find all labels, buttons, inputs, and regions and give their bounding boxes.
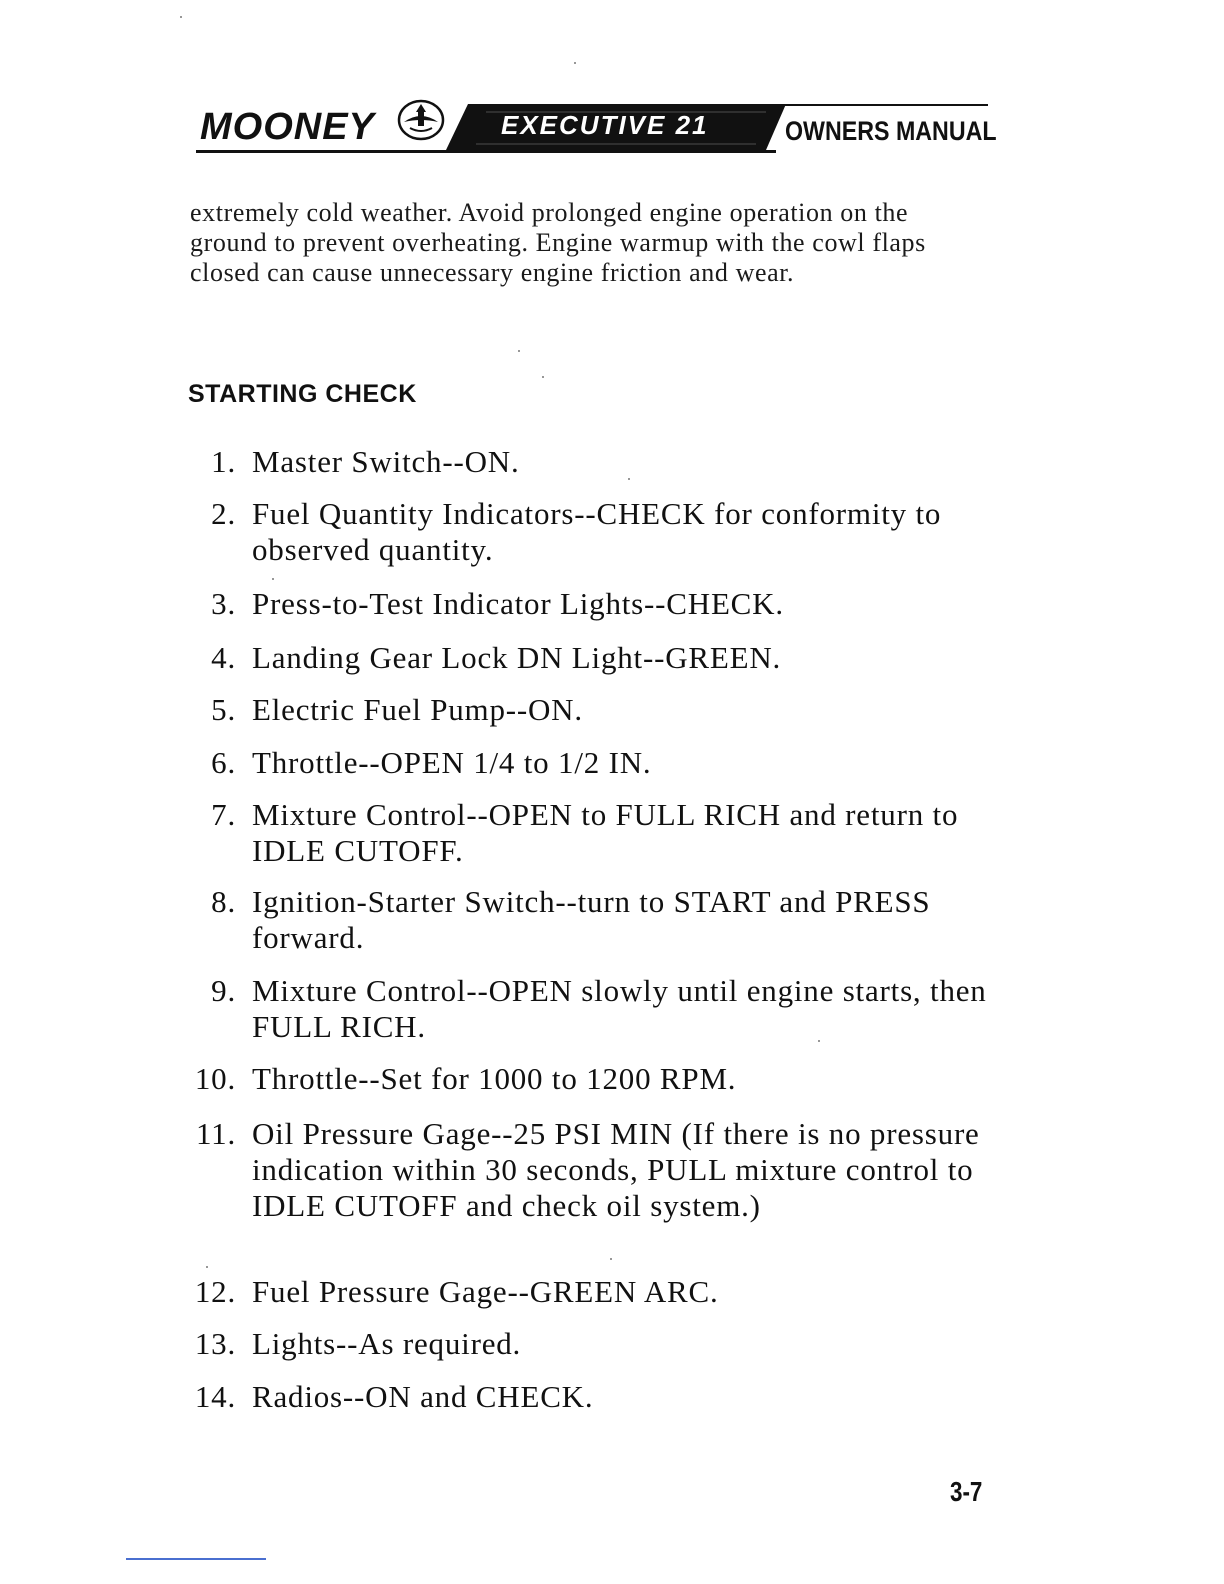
scan-speck [518, 350, 520, 352]
item-text: Oil Pressure Gage--25 PSI MIN (If there is no pressure indication within 30 seconds, PULL mixture control to IDLE CUTOFF and check oil system.) [252, 1116, 980, 1223]
item-text: Master Switch--ON. [252, 444, 520, 479]
scan-speck [818, 1040, 820, 1042]
item-number: 12. [194, 1274, 236, 1309]
intro-paragraph: extremely cold weather. Avoid prolonged engine operation on the ground to prevent overheating. Engine warmup with the cowl flaps closed can cause unnecessary engine friction and wear. [190, 198, 926, 287]
item-number: 8. [211, 884, 236, 919]
brand-name: MOONEY [200, 106, 375, 148]
page-number: 3-7 [950, 1476, 983, 1507]
item-text: Press-to-Test Indicator Lights--CHECK. [252, 586, 784, 621]
scan-speck [628, 478, 630, 480]
mooney-emblem-icon [396, 98, 446, 142]
item-text: Mixture Control--OPEN slowly until engine starts, then FULL RICH. [252, 973, 987, 1044]
header-rule-right [776, 104, 988, 106]
banner-title: EXECUTIVE 21 [501, 110, 709, 140]
item-text: Fuel Quantity Indicators--CHECK for conformity to observed quantity. [252, 496, 942, 567]
item-number: 2. [211, 496, 236, 531]
item-number: 7. [211, 797, 236, 832]
scan-speck [574, 62, 576, 64]
item-text: Lights--As required. [252, 1326, 522, 1361]
scan-speck [272, 578, 274, 580]
item-number: 13. [194, 1326, 236, 1361]
item-number: 5. [211, 692, 236, 727]
item-text: Mixture Control--OPEN to FULL RICH and return to IDLE CUTOFF. [252, 797, 959, 868]
item-number: 14. [194, 1379, 236, 1414]
item-number: 6. [211, 745, 236, 780]
item-number: 9. [211, 973, 236, 1008]
manual-title: OWNERS MANUAL [785, 116, 997, 146]
item-number: 4. [211, 640, 236, 675]
item-number: 11. [196, 1116, 236, 1151]
header-rule [196, 150, 776, 153]
footer-link-line [126, 1558, 266, 1560]
item-number: 1. [211, 444, 236, 479]
scan-speck [180, 16, 182, 18]
item-text: Landing Gear Lock DN Light--GREEN. [252, 640, 782, 675]
item-text: Throttle--OPEN 1/4 to 1/2 IN. [252, 745, 652, 780]
item-text: Ignition-Starter Switch--turn to START and PRESS forward. [252, 884, 931, 955]
item-text: Fuel Pressure Gage--GREEN ARC. [252, 1274, 719, 1309]
scan-speck [610, 1258, 612, 1260]
page-header [196, 92, 997, 156]
item-number: 3. [211, 586, 236, 621]
scan-speck [542, 376, 544, 378]
item-text: Throttle--Set for 1000 to 1200 RPM. [252, 1061, 737, 1096]
scan-speck [206, 1266, 208, 1268]
item-number: 10. [194, 1061, 236, 1096]
item-text: Electric Fuel Pump--ON. [252, 692, 583, 727]
item-text: Radios--ON and CHECK. [252, 1379, 594, 1414]
section-heading: STARTING CHECK [188, 380, 417, 408]
